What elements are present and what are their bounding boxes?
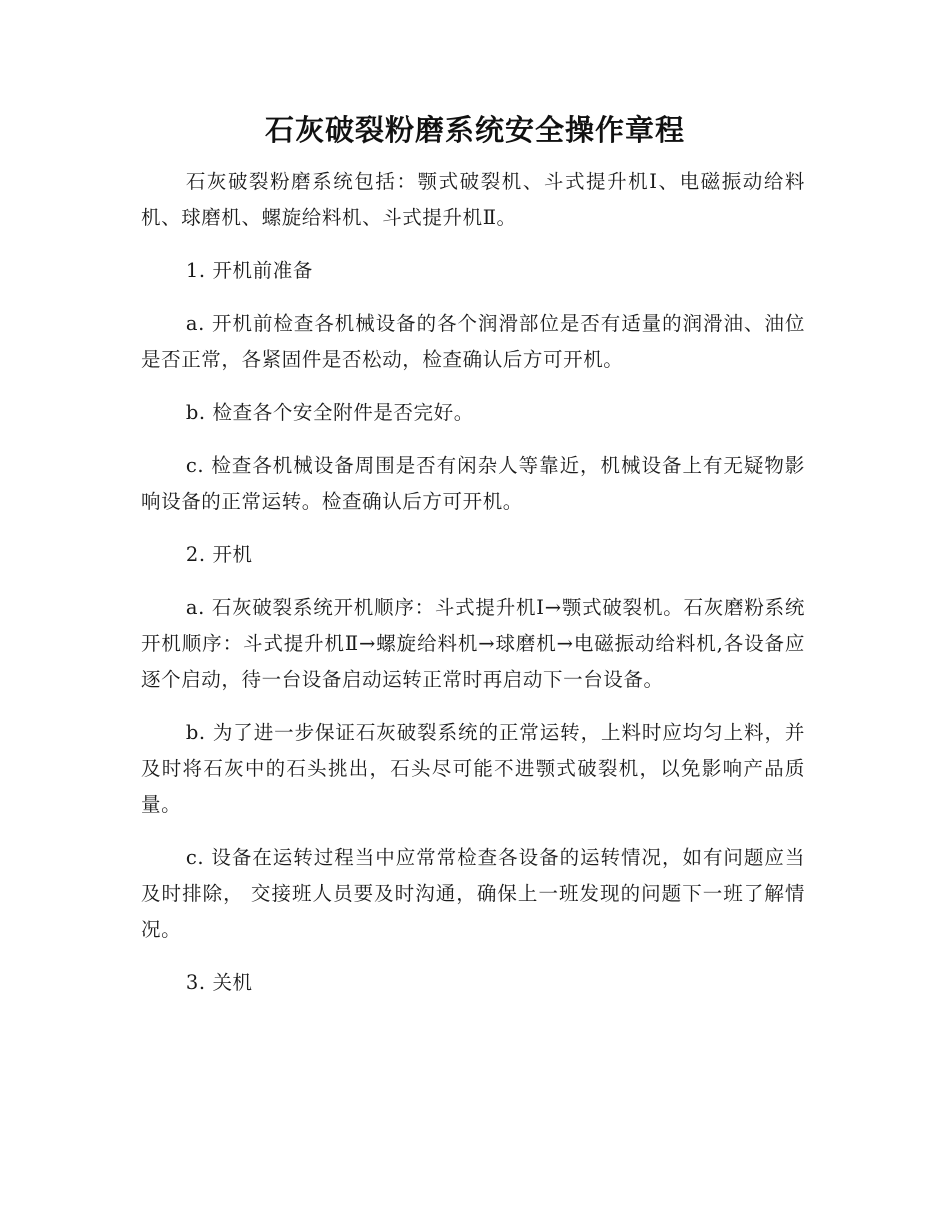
document-body <box>141 164 805 1018</box>
pre-start-item-c: c. 检查各机械设备周围是否有闲杂人等靠近，机械设备上有无疑物影响设备的正常运转。检查确认后方可开机。 <box>141 454 805 513</box>
start-item-b: b. 为了进一步保证石灰破裂系统的正常运转，上料时应均匀上料，并及时将石灰中的石头挑出，石头尽可能不进颚式破裂机，以免影响产品质量。 <box>141 721 805 816</box>
document-title: 石灰破裂粉磨系统安全操作章程 <box>264 113 685 147</box>
start-item-a: a. 石灰破裂系统开机顺序：斗式提升机Ⅰ→颚式破裂机。石灰磨粉系统开机顺序：斗式提升机Ⅱ→螺旋给料机→球磨机→电磁振动给料机,各设备应逐个启动，待一台设备启动运转正常时再启动下一台设备。 <box>141 596 805 691</box>
section-heading-pre-start: 1. 开机前准备 <box>185 259 313 282</box>
start-item-c: c. 设备在运转过程当中应常常检查各设备的运转情况，如有问题应当及时排除， 交接班人员要及时沟通，确保上一班发现的问题下一班了解情况。 <box>141 846 805 941</box>
intro-paragraph: 石灰破裂粉磨系统包括：颚式破裂机、斗式提升机Ⅰ、电磁振动给料机、球磨机、螺旋给料机、斗式提升机Ⅱ。 <box>141 170 805 229</box>
section-heading-shutdown: 3. 关机 <box>185 971 253 994</box>
pre-start-item-a: a. 开机前检查各机械设备的各个润滑部位是否有适量的润滑油、油位是否正常，各紧固件是否松动，检查确认后方可开机。 <box>141 312 805 371</box>
section-heading-start: 2. 开机 <box>185 543 253 566</box>
pre-start-item-b: b. 检查各个安全附件是否完好。 <box>185 401 474 424</box>
